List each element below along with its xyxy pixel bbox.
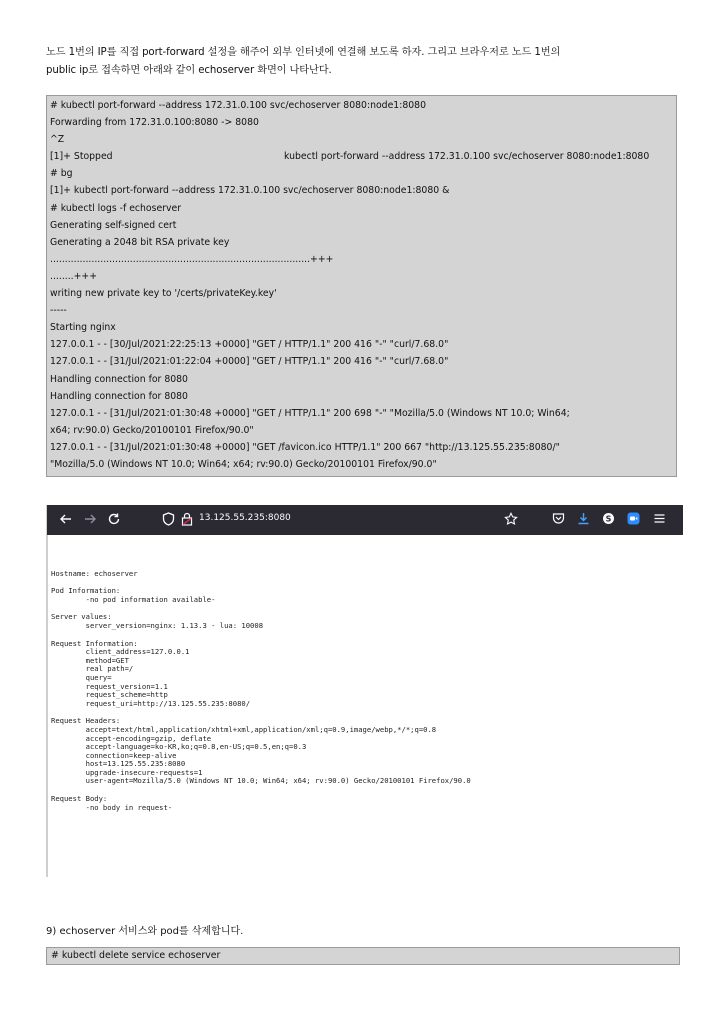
console-line: 127.0.0.1 - - [30/Jul/2021:22:25:13 +0000] "GET / HTTP/1.1" 200 416 "-" "curl/7.68.0" xyxy=(50,339,449,351)
console-line: # kubectl logs -f echoserver xyxy=(50,202,182,214)
console-line: Handling connection for 8080 xyxy=(50,373,188,385)
page-line: Request Headers: xyxy=(51,716,121,726)
pocket-icon[interactable] xyxy=(552,512,565,525)
back-arrow-icon[interactable] xyxy=(59,512,73,526)
console-line: x64; rv:90.0) Gecko/20100101 Firefox/90.0" xyxy=(50,424,254,436)
page-line: real path=/ xyxy=(51,664,134,674)
console-line: ----- xyxy=(50,305,67,317)
page-line: Server values: xyxy=(51,612,112,622)
forward-arrow-icon[interactable] xyxy=(83,512,97,526)
page-line: user-agent=Mozilla/5.0 (Windows NT 10.0; Win64; x64; rv:90.0) Gecko/20100101 Firefox/90.0 xyxy=(51,776,471,786)
console-line: ^Z xyxy=(50,134,65,146)
console-line: 127.0.0.1 - - [31/Jul/2021:01:22:04 +0000] "GET / HTTP/1.1" 200 416 "-" "curl/7.68.0" xyxy=(50,356,449,368)
page-line: Request Body: xyxy=(51,794,108,804)
page-line: request_scheme=http xyxy=(51,690,168,700)
step-heading: 9) echoserver 서비스와 pod를 삭제합니다. xyxy=(46,926,244,937)
page-line: client_address=127.0.0.1 xyxy=(51,647,190,657)
page-line: accept=text/html,application/xhtml+xml,application/xml;q=0.9,image/webp,*/*;q=0.8 xyxy=(51,724,437,734)
page-line: request_version=1.1 xyxy=(51,681,168,691)
stopped-job-label: [1]+ Stopped xyxy=(50,151,113,163)
page-line: query= xyxy=(51,672,112,682)
page-line: upgrade-insecure-requests=1 xyxy=(51,767,203,777)
menu-icon[interactable] xyxy=(653,512,666,525)
command-text: # kubectl delete service echoserver xyxy=(51,950,221,961)
star-icon[interactable] xyxy=(504,512,518,526)
page-line: server_version=nginx: 1.13.3 - lua: 10008 xyxy=(51,620,264,630)
console-line-stopped xyxy=(50,148,673,165)
page-line: Request Information: xyxy=(51,638,138,648)
console-line: # kubectl port-forward --address 172.31.0.100 svc/echoserver 8080:node1:8080 xyxy=(50,100,426,111)
browser-window xyxy=(46,505,683,877)
reload-icon[interactable] xyxy=(107,512,121,526)
console-line: Generating self-signed cert xyxy=(50,219,177,231)
intro-line-2: public ip로 접속하면 아래와 같이 echoserver 화면이 나타난다. xyxy=(46,65,332,76)
page-line: Pod Information: xyxy=(51,586,121,596)
intro-paragraph xyxy=(46,44,682,80)
console-line: 127.0.0.1 - - [31/Jul/2021:01:30:48 +0000] "GET /favicon.ico HTTP/1.1" 200 667 "http://13.125.55.235:8080/" xyxy=(50,441,560,453)
page-line: Hostname: echoserver xyxy=(51,568,138,578)
console-line: Handling connection for 8080 xyxy=(50,390,188,402)
shield-icon[interactable] xyxy=(162,512,175,526)
page-line: -no pod information available- xyxy=(51,594,216,604)
lock-icon[interactable] xyxy=(181,512,193,526)
page-line: method=GET xyxy=(51,655,129,665)
console-line: ........+++ xyxy=(50,270,98,282)
stopped-job-command: kubectl port-forward --address 172.31.0.100 svc/echoserver 8080:node1:8080 xyxy=(284,151,650,163)
browser-toolbar xyxy=(47,505,683,535)
console-line: writing new private key to '/certs/privateKey.key' xyxy=(50,288,277,300)
page-edge-divider xyxy=(47,535,48,877)
command-box xyxy=(46,947,680,965)
svg-text:S: S xyxy=(605,514,612,524)
console-line: ........................................................................................+++ xyxy=(50,253,334,265)
zoom-icon[interactable] xyxy=(627,512,640,525)
page-line: host=13.125.55.235:8080 xyxy=(51,759,186,769)
console-line: Generating a 2048 bit RSA private key xyxy=(50,236,230,248)
console-line: "Mozilla/5.0 (Windows NT 10.0; Win64; x64; rv:90.0) Gecko/20100101 Firefox/90.0" xyxy=(50,458,437,470)
console-line: # bg xyxy=(50,168,73,180)
page-line: connection=keep-alive xyxy=(51,750,177,760)
download-icon[interactable] xyxy=(577,512,590,525)
page-line: -no body in request- xyxy=(51,802,173,812)
console-line: 127.0.0.1 - - [31/Jul/2021:01:30:48 +0000] "GET / HTTP/1.1" 200 698 "-" "Mozilla/5.0 (Windows NT 10.0; Win64; xyxy=(50,407,570,419)
page-line: request_uri=http://13.125.55.235:8080/ xyxy=(51,698,251,708)
page-line: accept-language=ko-KR,ko;q=0.8,en-US;q=0.5,en;q=0.3 xyxy=(51,742,307,752)
address-bar[interactable]: 13.125.55.235:8080 xyxy=(199,513,291,523)
console-line: Starting nginx xyxy=(50,322,116,334)
intro-line-1: 노드 1번의 IP를 직접 port-forward 설정을 해주어 외부 인터넷에 연결해 보도록 하자. 그리고 브라우저로 노드 1번의 xyxy=(46,47,561,58)
page-line: accept-encoding=gzip, deflate xyxy=(51,733,212,743)
console-output xyxy=(46,95,677,477)
console-line: Forwarding from 172.31.0.100:8080 -> 8080 xyxy=(50,117,259,129)
echoserver-page xyxy=(51,561,471,829)
extension-icon[interactable] xyxy=(602,512,615,525)
console-line: [1]+ kubectl port-forward --address 172.31.0.100 svc/echoserver 8080:node1:8080 & xyxy=(50,185,450,197)
